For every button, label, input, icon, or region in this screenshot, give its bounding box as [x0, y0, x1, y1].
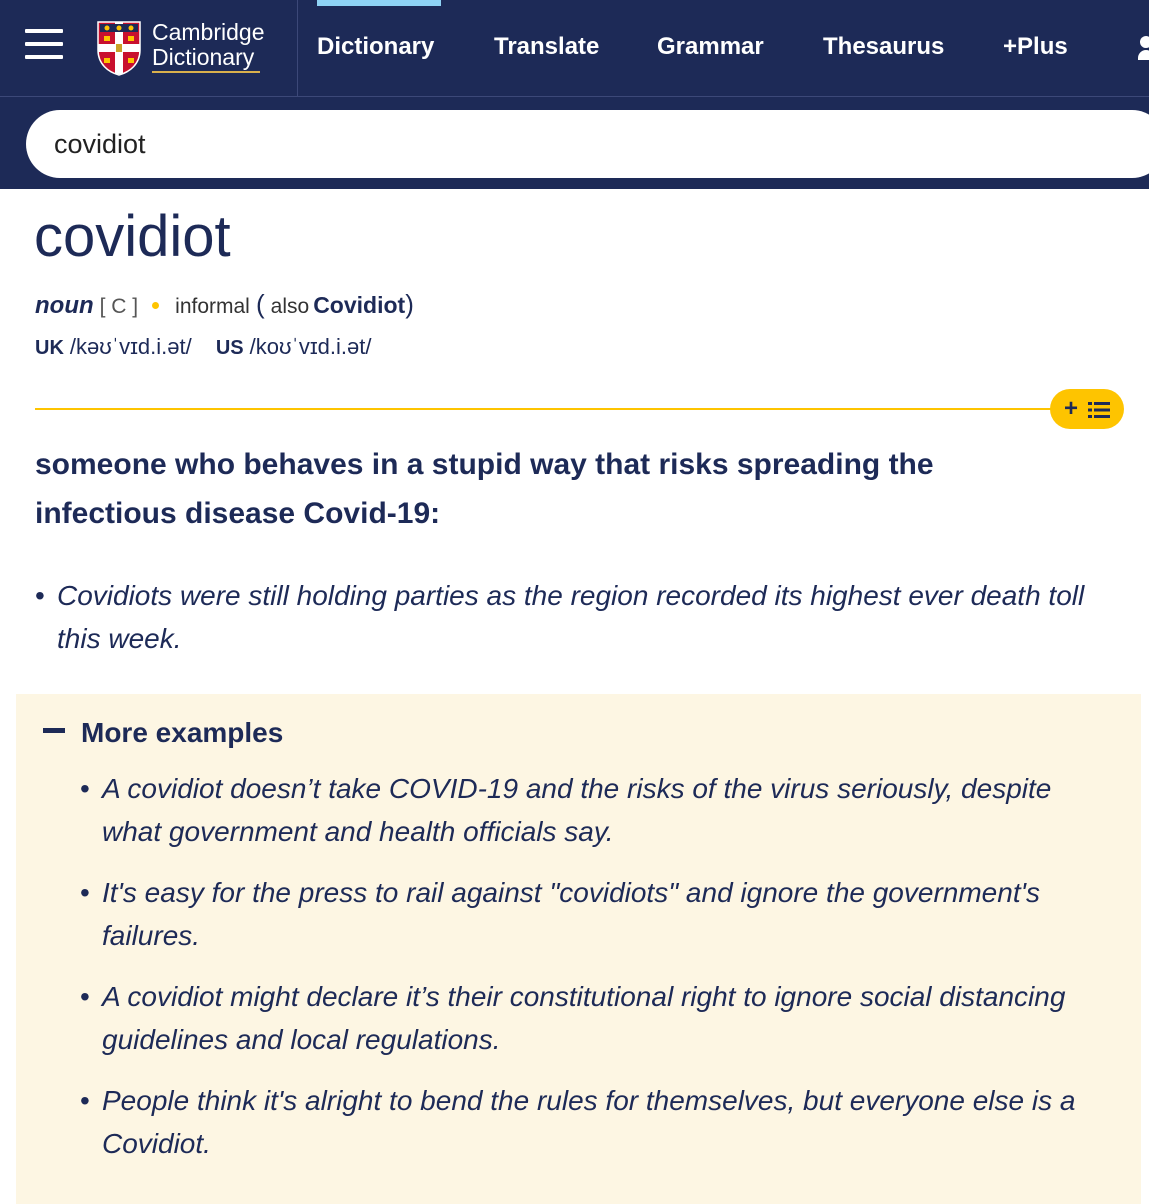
bullet-dot [152, 302, 159, 309]
bullet: • [80, 877, 90, 908]
nav-divider [297, 0, 298, 96]
active-tab-indicator [317, 0, 441, 6]
search-bar [0, 96, 1149, 189]
list-icon [1088, 401, 1110, 419]
more-example-text: People think it's alright to bend the rules for themselves, but everyone else is a Covidiot. [102, 1085, 1076, 1159]
nav-thesaurus[interactable]: Thesaurus [823, 33, 945, 60]
logo-line-1: Cambridge [152, 19, 265, 45]
uk-label: UK [35, 337, 64, 359]
pronunciation-line [35, 334, 389, 360]
definition: someone who behaves in a stupid way that risks spreading the infectious disease Covid-19: [35, 448, 934, 530]
example-sentence [35, 574, 1095, 660]
nav-dictionary[interactable]: Dictionary [317, 33, 435, 60]
grammar-code[interactable]: [ C ] [99, 295, 139, 318]
us-ipa: /koʊˈvɪd.i.ət/ [249, 334, 372, 359]
bullet: • [80, 981, 90, 1012]
bullet: • [80, 1085, 90, 1116]
more-example-item [80, 767, 1080, 853]
register-label[interactable]: informal [175, 295, 250, 318]
cambridge-shield-icon [96, 20, 142, 76]
user-icon[interactable] [1138, 36, 1149, 62]
open-paren: ( [255, 289, 265, 319]
nav-plus[interactable]: +Plus [1003, 33, 1068, 60]
more-example-item [80, 975, 1080, 1061]
more-example-item [80, 1079, 1080, 1165]
grammar-line [35, 289, 414, 320]
logo-wordmark [152, 20, 265, 70]
add-to-word-list-button[interactable] [1050, 389, 1124, 429]
logo-line-2: Dictionary [152, 44, 255, 70]
alternative-form: Covidiot [313, 292, 406, 318]
example-text: Covidiots were still holding parties as the region recorded its highest ever death toll this week. [57, 580, 1085, 654]
uk-ipa: /kəʊˈvɪd.i.ət/ [69, 334, 192, 359]
also-label: also [270, 295, 310, 318]
sense-divider [35, 408, 1065, 410]
more-example-text: A covidiot doesn’t take COVID-19 and the risks of the virus seriously, despite what government and health officials say. [102, 773, 1052, 847]
hamburger-menu-icon[interactable] [25, 29, 63, 59]
more-examples-label: More examples [81, 717, 284, 748]
more-example-text: It's easy for the press to rail against "covidiots" and ignore the government's failures. [102, 877, 1040, 951]
top-navigation [0, 0, 1149, 96]
us-label: US [215, 337, 244, 359]
nav-translate[interactable]: Translate [494, 33, 600, 60]
bullet: • [35, 580, 45, 611]
search-input[interactable] [26, 110, 1149, 178]
more-examples-panel [16, 694, 1141, 1204]
more-example-text: A covidiot might declare it’s their constitutional right to ignore social distancing guidelines and local regulations. [102, 981, 1066, 1055]
part-of-speech[interactable]: noun [35, 292, 94, 319]
plus-icon: + [1064, 395, 1079, 422]
close-paren: ) [405, 289, 414, 319]
cambridge-dictionary-logo[interactable] [96, 18, 276, 78]
minus-icon [43, 728, 65, 733]
headword: covidiot [34, 204, 231, 269]
bullet: • [80, 773, 90, 804]
more-example-item [80, 871, 1080, 957]
logo-underline [152, 71, 260, 73]
nav-grammar[interactable]: Grammar [657, 33, 764, 60]
